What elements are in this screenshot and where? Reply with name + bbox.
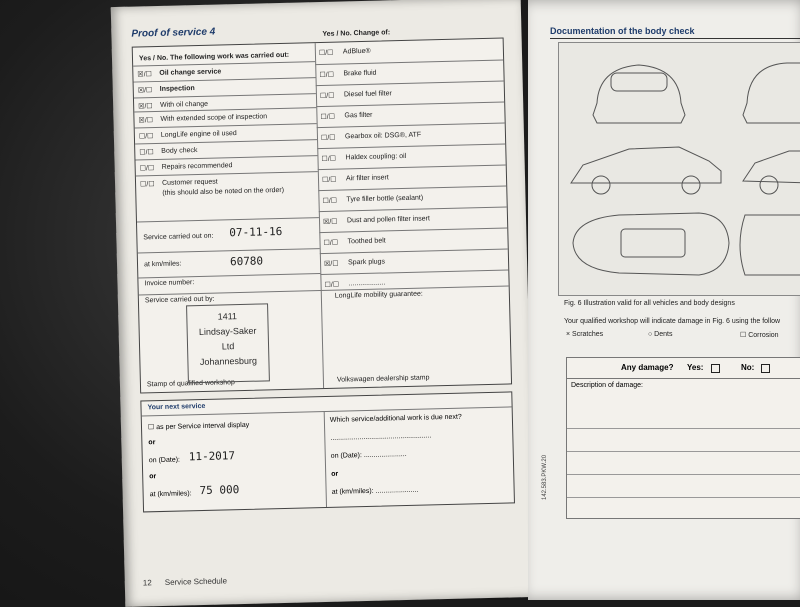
stamp-line: Lindsay-Saker [198,325,257,338]
car-rear-view [593,65,685,123]
damage-divider [567,378,800,379]
next-divider [324,411,327,507]
workshop-stamp [186,303,270,383]
change-item-label: ................... [348,279,386,288]
stamp-line: Ltd [221,341,235,352]
damage-box [566,357,800,519]
invoice-label: Invoice number: [144,279,195,288]
instruction-text: Your qualified workshop will indicate damage in Fig. 6 using the follow [564,318,781,325]
change-item-label: Brake fluid [343,69,377,78]
change-item-checkbox[interactable]: ☐/☐ [321,176,337,184]
change-item-label: Toothed belt [347,237,386,246]
next-left-line: at (km/miles): [149,490,192,499]
work-item-label: Inspection [159,85,195,93]
car-outlines [559,43,800,295]
next-date-value: 11-2017 [188,449,236,464]
change-item-label: Air filter insert [345,174,389,183]
change-item-label: Gas filter [344,111,373,120]
change-item-checkbox[interactable]: ☐/☐ [323,239,339,247]
no-label: No: [741,363,755,372]
page-title: Proof of service 4 [131,26,216,40]
figure-caption: Fig. 6 Illustration valid for all vehicles and body designs [564,300,735,307]
change-item-checkbox[interactable]: ☐/☐ [321,155,337,163]
service-date-label: Service carried out on: [143,232,214,242]
car-side-view-right [743,151,800,183]
stamp-line: 1411 [217,311,238,322]
car-diagram [558,42,800,296]
change-item-label: Spark plugs [347,258,386,267]
work-item-label: Body check [161,147,198,155]
service-by-label: Service carried out by: [144,295,215,305]
change-item-label: AdBlue® [342,47,371,56]
col1-header: Yes / No. The following work was carried out: [138,51,290,63]
km-value: 60780 [229,254,264,269]
km-label: at km/miles: [143,260,182,269]
car-front-view [743,63,800,123]
car-roof [621,229,685,257]
next-left-line: on (Date): [148,456,181,465]
any-damage-label: Any damage? [621,363,674,372]
change-item-checkbox[interactable]: ☐/☐ [318,49,334,58]
next-service-title: Your next service [147,402,206,412]
car-side-view [571,147,721,183]
work-item-label: Repairs recommended [161,162,233,171]
change-item-label: Dust and pollen filter insert [346,215,430,225]
change-item-checkbox[interactable]: ☐/☐ [319,92,335,101]
col2-header: Yes / No. Change of: [322,29,391,38]
work-item-checkbox[interactable]: ☐/☐ [138,133,154,141]
right-page [528,0,800,600]
description-label: Description of damage: [571,382,643,389]
change-item-checkbox[interactable]: ☐/☐ [320,134,336,142]
stamp-label: Stamp of qualified workshop [146,379,235,389]
work-item-checkbox[interactable]: ☒/☐ [138,117,154,125]
next-right-line: Which service/additional work is due next? [329,413,462,424]
change-item-label: Gearbox oil: DSG®, ATF [344,131,422,141]
change-item-label: Tyre filler bottle (sealant) [346,194,424,204]
next-left-line: or [149,473,157,481]
work-item-label: Oil change service [159,68,222,77]
footer-title: Service Schedule [164,576,228,587]
change-item-label: Haldex coupling: oil [345,152,407,162]
work-item-checkbox[interactable]: ☒/☐ [137,71,152,79]
next-right-line: .................................................... [330,432,432,442]
next-km-value: 75 000 [199,483,240,498]
work-item-label: Customer request [161,178,218,187]
service-date-row [137,217,320,252]
next-right-line: at (km/miles): ...................... [331,486,419,496]
change-item-checkbox[interactable]: ☒/☐ [322,218,338,226]
legend-dents: ○ Dents [648,331,673,338]
longlife-label: LongLife mobility guarantee: [334,290,423,300]
right-page-title: Documentation of the body check [550,26,695,36]
document-code: 142.583.PKW.20 [542,454,548,500]
car-top-view [573,213,729,275]
car-bottom-view [740,215,800,275]
next-service-box [140,391,515,512]
work-item-label: LongLife engine oil used [160,130,237,139]
col2-list [315,39,503,289]
work-item-note: (this should also be noted on the order) [162,186,285,197]
change-item-checkbox[interactable]: ☐/☐ [319,71,335,80]
work-item-label: With oil change [160,100,209,109]
car-rear-window [611,73,667,91]
legend-corrosion: ☐ Corrosion [740,332,779,339]
stamp-line: Johannesburg [199,355,258,368]
description-lines [567,406,800,518]
legend-scratches: × Scratches [566,331,604,338]
change-item-checkbox[interactable]: ☐/☐ [320,113,336,122]
yes-label: Yes: [687,363,704,372]
title-rule [550,38,800,39]
left-page [111,0,536,607]
work-item-checkbox[interactable]: ☒/☐ [137,87,153,95]
work-item-checkbox[interactable]: ☐/☐ [139,149,154,157]
work-item-checkbox[interactable]: ☒/☐ [138,103,153,111]
change-item-checkbox[interactable]: ☒/☐ [323,260,339,268]
change-item-label: Diesel fuel filter [343,90,392,99]
work-item-label: With extended scope of inspection [160,113,268,123]
service-date-value: 07-11-16 [229,224,283,240]
next-right-line: on (Date): ...................... [330,451,407,460]
next-right-line: or [331,470,339,478]
vw-stamp-label: Volkswagen dealership stamp [336,374,430,384]
work-item-checkbox[interactable]: ☐/☐ [139,165,155,173]
work-item-checkbox[interactable]: ☐/☐ [139,181,155,189]
car-wheel [592,176,610,194]
next-left-line: or [148,439,156,447]
change-item-checkbox[interactable]: ☐/☐ [322,197,338,205]
work-item-row [136,171,319,206]
next-left-line: ☐ as per Service interval display [147,421,250,432]
car-wheel [760,176,778,194]
page-number: 12 [142,578,152,588]
no-checkbox[interactable] [761,364,770,373]
yes-checkbox[interactable] [711,364,720,373]
change-item-checkbox[interactable]: ☐/☐ [324,281,340,289]
car-wheel [682,176,700,194]
